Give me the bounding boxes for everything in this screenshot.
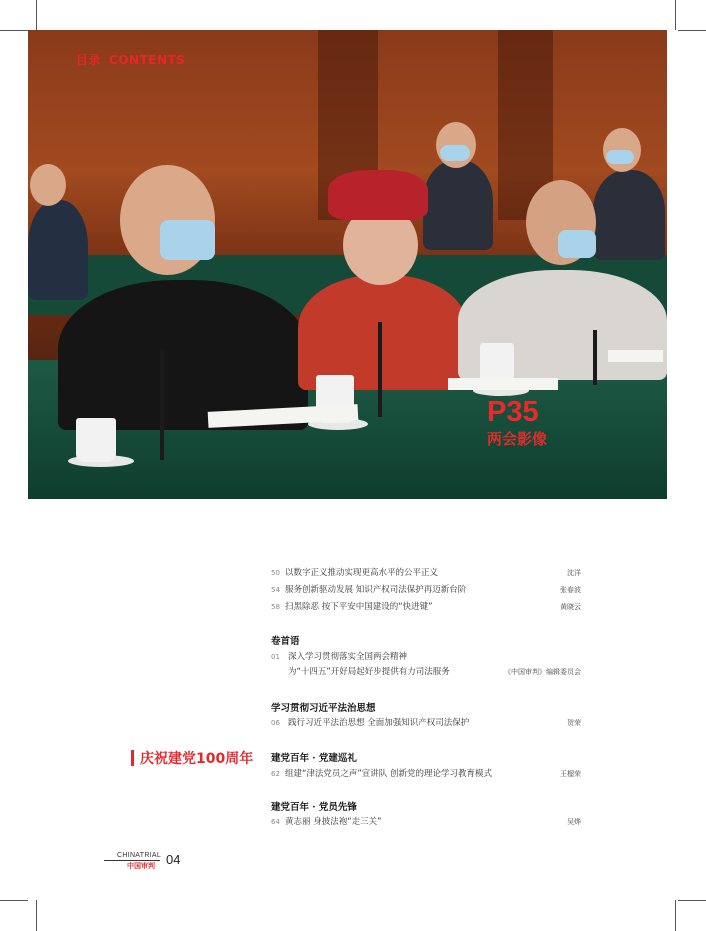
toc-entry[interactable] xyxy=(271,815,581,829)
contents-en: CONTENTS xyxy=(109,53,186,67)
toc-title: 服务创新驱动发展 知识产权司法保护再迈新台阶 xyxy=(285,585,467,595)
toc-title: 深入学习贯彻落实全国两会精神 xyxy=(288,652,408,662)
person-head xyxy=(30,164,66,206)
toc-entry[interactable] xyxy=(271,767,581,781)
toc-page-number: 01 xyxy=(271,653,280,661)
section-heading: 建党百年 · 党建巡礼 xyxy=(271,753,357,764)
toc-entry[interactable] xyxy=(271,665,581,679)
headdress xyxy=(328,170,428,220)
crop-mark xyxy=(675,0,676,30)
microphone xyxy=(593,330,597,385)
person-center xyxy=(298,275,468,390)
toc-page-number: 64 xyxy=(271,818,280,826)
toc-title: 扫黑除恶 按下平安中国建设的“快进键” xyxy=(285,602,433,612)
toc-title: 为“十四五”开好局起好步提供有力司法服务 xyxy=(288,667,450,677)
toc-page-number: 54 xyxy=(271,586,280,594)
crop-mark xyxy=(0,900,28,901)
side-heading-text: 庆祝建党100周年 xyxy=(140,751,254,767)
contents-cn: 目录 xyxy=(76,53,102,67)
crop-mark xyxy=(0,30,28,31)
crop-mark xyxy=(36,900,37,931)
mask xyxy=(606,150,634,164)
toc-author: 黄晓云 xyxy=(560,603,581,611)
document-paper xyxy=(608,350,663,362)
person-left xyxy=(58,280,308,430)
toc-entry[interactable] xyxy=(271,650,581,664)
person xyxy=(28,200,88,300)
heading-bar xyxy=(131,750,134,766)
microphone xyxy=(378,322,382,417)
toc-entry[interactable] xyxy=(271,716,581,730)
feature-title[interactable]: 两会影像 xyxy=(487,430,548,448)
toc-entry[interactable] xyxy=(271,600,581,614)
section-heading: 建党百年 · 党员先锋 xyxy=(271,802,357,813)
toc-entry[interactable] xyxy=(271,583,581,597)
teacup xyxy=(76,418,116,462)
toc-author: 沈洋 xyxy=(567,569,581,577)
toc-author: 《中国审判》编辑委员会 xyxy=(504,668,581,676)
toc-title: 组建“津法党员之声”宣讲队 创新党的理论学习教育模式 xyxy=(285,769,493,779)
person xyxy=(423,160,493,250)
page-number: 04 xyxy=(166,852,181,867)
feature-page-ref[interactable]: P35 xyxy=(487,396,539,428)
microphone xyxy=(160,350,164,460)
toc-author: 王榴荣 xyxy=(560,770,581,778)
mask xyxy=(440,145,470,161)
toc-title: 以数字正义推动实现更高水平的公平正义 xyxy=(285,568,439,578)
contents-label xyxy=(76,51,193,68)
mask xyxy=(558,230,596,258)
crop-mark xyxy=(675,900,676,931)
toc-page-number: 58 xyxy=(271,603,280,611)
toc-author: 贺荣 xyxy=(567,719,581,727)
footer-brand-en: CHINATRIAL xyxy=(117,852,162,859)
toc-page-number: 50 xyxy=(271,569,280,577)
mask xyxy=(160,220,215,260)
section-heading: 学习贯彻习近平法治思想 xyxy=(271,703,376,714)
person xyxy=(593,170,665,260)
toc-title: 践行习近平法治思想 全面加强知识产权司法保护 xyxy=(288,718,470,728)
document-paper xyxy=(448,378,558,390)
feature-photo xyxy=(28,30,667,499)
crop-mark xyxy=(678,900,706,901)
side-heading xyxy=(131,748,253,768)
footer-brand-cn: 中国审判 xyxy=(127,862,155,870)
toc-page-number: 62 xyxy=(271,770,280,778)
toc-title: 黄志丽 身披法袍“走三关” xyxy=(285,817,382,827)
toc-page-number: 06 xyxy=(271,719,280,727)
toc-entry[interactable] xyxy=(271,566,581,580)
toc-author: 吴烨 xyxy=(567,818,581,826)
section-heading: 卷首语 xyxy=(271,636,300,647)
crop-mark xyxy=(36,0,37,30)
toc-author: 张春波 xyxy=(560,586,581,594)
crop-mark xyxy=(678,30,706,31)
